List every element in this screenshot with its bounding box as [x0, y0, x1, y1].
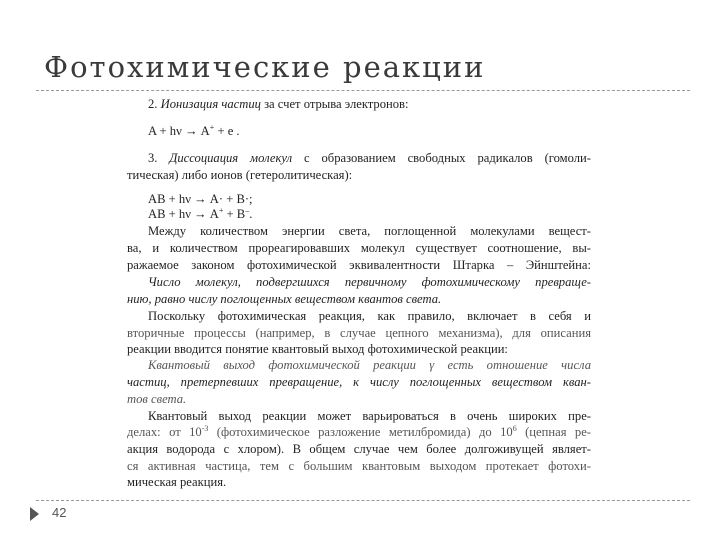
text-line: Между количеством энергии света, поглощенной молекулами вещест-	[148, 224, 591, 238]
text-line: акция водорода с хлором). В общем случае чем более долгоживущей являет-	[127, 442, 591, 456]
text-line: ва, и количеством прореагировавших молекул существует соотношение, вы-	[127, 241, 591, 255]
text-line: вторичные процессы (например, в случае цепного механизма), для описания	[127, 326, 591, 340]
slide-title: Фотохимические реакции	[44, 50, 486, 84]
exponent: 6	[512, 423, 517, 433]
item-number: 2.	[148, 97, 161, 111]
text-line: Квантовый выход фотохимической реакции γ есть отношение числа	[148, 358, 591, 372]
equation	[148, 207, 591, 222]
text-line	[148, 151, 591, 166]
text-line: реакции вводится понятие квантовый выход фотохимической реакции:	[127, 342, 508, 356]
term: Диссоциация молекул	[169, 151, 293, 165]
text-line	[148, 97, 591, 112]
eq-part: + B	[223, 207, 246, 221]
text-line: тов света.	[127, 392, 187, 406]
title-divider	[36, 90, 690, 91]
text-line: Поскольку фотохимическая реакция, как правило, включает в себя и	[148, 309, 591, 323]
text: за счет отрыва электронов:	[260, 97, 409, 111]
eq-part: A + hν → A	[148, 124, 210, 138]
text-line: тическая) либо ионов (гетеролитическая):	[127, 168, 353, 182]
item-number: 3.	[148, 151, 170, 165]
text-line: мическая реакция.	[127, 475, 227, 489]
eq-part: AB + hν → A	[148, 207, 219, 221]
exponent: -3	[201, 423, 209, 433]
text-line: частиц, претерпевших превращение, к числу поглощенных веществом кван-	[127, 375, 591, 389]
text-line: ражаемое законом фотохимической эквивалентности Штарка – Эйнштейна:	[127, 258, 591, 272]
text-line	[127, 425, 591, 440]
page-number: 42	[52, 505, 67, 520]
text: с образованием свободных радикалов (гомоли-	[292, 151, 591, 165]
text-line: Квантовый выход реакции может варьироваться в очень широких пре-	[148, 409, 591, 423]
term: Ионизация частиц	[160, 97, 261, 111]
text: (цепная ре-	[516, 425, 591, 439]
text: (фотохимическое разложение метилбромида) до 10	[208, 425, 513, 439]
text-line: Число молекул, подвергшихся первичному фотохимическому превраще-	[148, 275, 591, 289]
text-line: ся активная частица, тем с большим квантовым выходом протекает фотохи-	[127, 459, 591, 473]
bullet-arrow-icon	[30, 507, 39, 521]
text: делах: от 10	[127, 425, 202, 439]
footer-divider	[36, 500, 690, 501]
eq-sup: –	[245, 205, 250, 215]
eq-part: .	[249, 207, 253, 221]
eq-part: + e .	[214, 124, 240, 138]
equation: AB + hν → A· + B·;	[148, 192, 253, 206]
eq-sup: +	[209, 122, 215, 132]
eq-sup: +	[218, 205, 224, 215]
equation	[148, 124, 591, 139]
text-line: нию, равно числу поглощенных веществом квантов света.	[127, 292, 442, 306]
